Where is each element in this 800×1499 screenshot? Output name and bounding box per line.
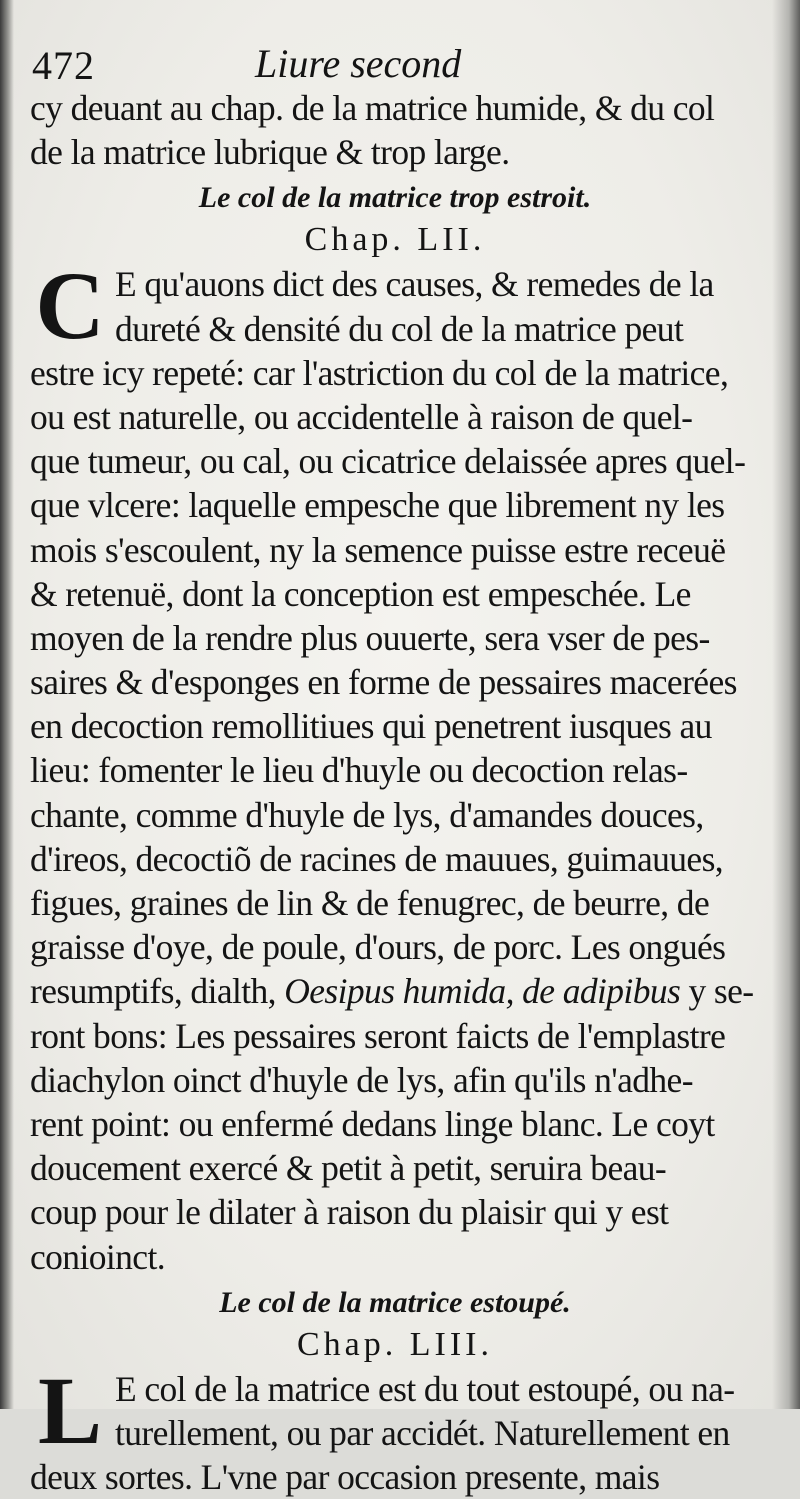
page-header (30, 38, 730, 88)
page-content (30, 86, 760, 1499)
text-line: E qu'auons dict des causes, & remedes de la (115, 264, 714, 305)
page-edge-shadow (772, 0, 800, 1409)
text-line: deux sortes. L'vne par occasion presente, mais (30, 1457, 660, 1498)
text-line: moyen de la rendre plus ouuerte, sera vser de pes- (30, 617, 710, 658)
text-line: que tumeur, ou cal, ou cicatrice delaissée apres quel- (30, 441, 746, 482)
drop-cap: C (35, 252, 105, 360)
paragraph (30, 252, 760, 1278)
text-line: coup pour le dilater à raison du plaisir qui y est (30, 1192, 669, 1233)
text-line: doucement exercé & petit à petit, seruira beau- (30, 1148, 667, 1189)
text-line-mixed (30, 969, 760, 1013)
text-line: turellement, ou par accidét. Naturellement en (115, 1412, 730, 1453)
text-line: E col de la matrice est du tout estoupé, ou na- (115, 1368, 735, 1409)
section-title: Le col de la matrice estoupé. (219, 1285, 571, 1319)
text-line: figues, graines de lin & de fenugrec, de beurre, de (30, 883, 710, 923)
text-line: graisse d'oye, de poule, d'ours, de porc. Les ongués (30, 927, 726, 968)
text-line: lieu: fomenter le lieu d'huyle ou decoction relas- (30, 750, 688, 791)
text-fragment: y se- (680, 971, 754, 1012)
text-line: dureté & densité du col de la matrice peut (115, 308, 684, 349)
text-line: ou est naturelle, ou accidentelle à raison de quel- (30, 396, 693, 437)
text-line: estre icy repeté: car l'astriction du col de la matrice, (30, 352, 729, 393)
text-line: diachylon oinct d'huyle de lys, afin qu'ils n'adhe- (30, 1059, 693, 1100)
text-line: & retenuë, dont la conception est empeschée. Le (30, 573, 691, 614)
text-line: mois s'escoulent, ny la semence puisse estre receuë (30, 529, 726, 570)
chapter-heading: Chap. LII. (304, 221, 486, 259)
text-line: de la matrice lubrique & trop large. (30, 132, 510, 173)
chapter-heading: Chap. LIII. (296, 1325, 493, 1363)
text-line: chante, comme d'huyle de lys, d'amandes douces, (30, 794, 704, 835)
text-line: conioinct. (30, 1236, 165, 1277)
running-title: Liure second (255, 41, 462, 86)
text-line: cy deuant au chap. de la matrice humide, & du col (30, 88, 715, 128)
text-line: que vlcere: laquelle empesche que librement ny les (30, 485, 725, 526)
text-line: saires & d'esponges en forme de pessaires macerées (30, 662, 737, 703)
section-title: Le col de la matrice trop estroit. (198, 181, 592, 215)
text-line: d'ireos, decoctiõ de racines de mauues, guimauues, (30, 838, 724, 879)
latin-italic-term: Oesipus humida, de adipibus (284, 971, 681, 1012)
paragraph (30, 1356, 760, 1499)
text-line: ront bons: Les pessaires seront faicts de l'emplastre (30, 1015, 726, 1056)
text-fragment: resumptifs, dialth, (30, 971, 285, 1012)
page-gutter-shadow (0, 0, 14, 1409)
drop-cap: L (37, 1356, 103, 1464)
text-line: rent point: ou enfermé dedans linge blanc. Le coyt (30, 1103, 715, 1144)
text-line: en decoction remollitiues qui penetrent iusques au (30, 706, 712, 747)
page-number: 472 (32, 43, 95, 88)
